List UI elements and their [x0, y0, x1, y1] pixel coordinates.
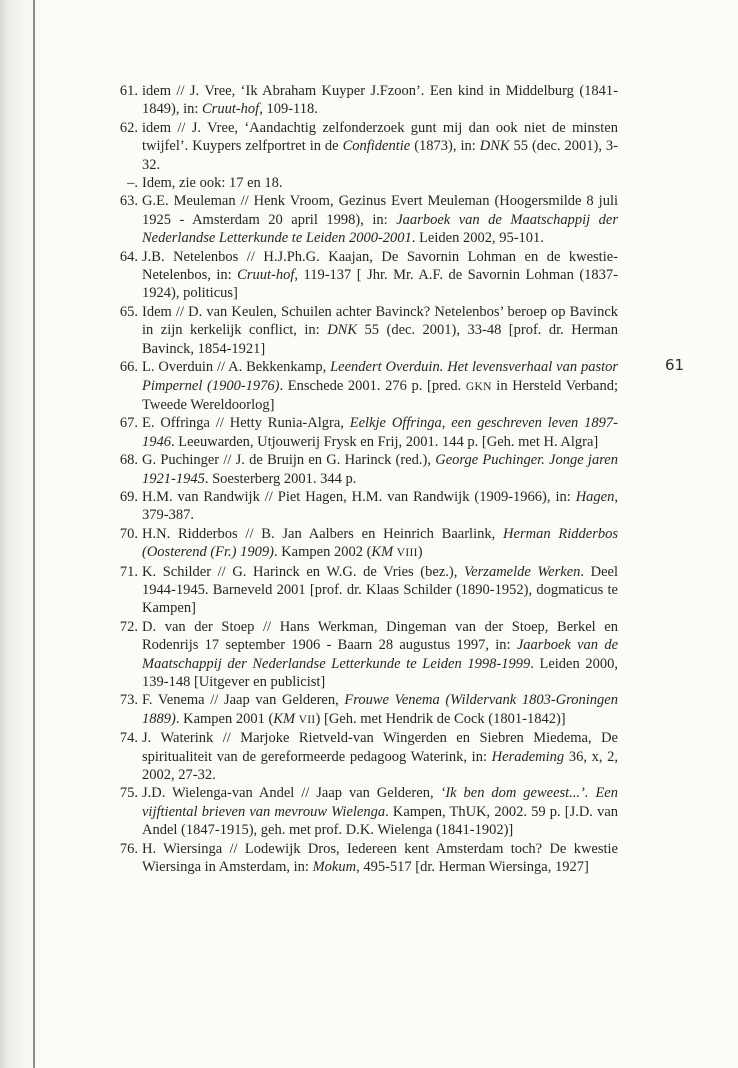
entry-text-segment: , 119-137 [ Jhr. Mr. A.F. de Savornin Lohman (1837-1924), politicus]	[142, 267, 618, 302]
entry-text-segment: VIII	[396, 547, 418, 560]
entry-text	[142, 729, 618, 784]
entry-text-segment: idem // J. Vree, ‘Ik Abraham Kuyper J.Fzoon’. Een kind in Middelburg (1841-1849), in:	[142, 83, 618, 118]
entry-text-segment: G. Puchinger // J. de Bruijn en G. Harinck (red.),	[142, 452, 436, 469]
entry-number: 75.	[119, 785, 138, 802]
entry-text-segment: K. Schilder // G. Harinck en W.G. de Vries (bez.),	[142, 563, 464, 580]
bibliography-entry	[112, 488, 618, 525]
entry-text-segment: 55 (dec. 2001), 3-32.	[142, 138, 618, 173]
bibliography-entry	[112, 119, 618, 174]
bibliography-entry	[112, 691, 618, 729]
entry-number: 61.	[119, 83, 138, 99]
entry-title-italic: ‘Ik ben dom geweest...’. Een vijftiental brieven van mevrouw Wielenga	[142, 785, 618, 820]
entry-number: 68.	[119, 452, 138, 469]
entry-text	[142, 691, 618, 729]
entry-text-segment: J.B. Netelenbos // H.J.Ph.G. Kaajan, De Savornin Lohman en de kwestie-Netelenbos, in:	[142, 248, 618, 284]
entry-text-segment: VII	[298, 713, 316, 726]
entry-number: –.	[127, 175, 138, 192]
entry-title-italic: Cruut-hof	[237, 267, 295, 284]
entry-title-italic: Confidentie	[342, 138, 411, 155]
page-number: 61	[665, 356, 685, 374]
bibliography-entry	[112, 618, 618, 692]
entry-text-segment: , 379-387.	[142, 488, 618, 524]
entry-text	[142, 451, 618, 488]
entry-text	[142, 174, 618, 192]
entry-number: 66.	[119, 359, 138, 376]
entry-text-segment: GKN	[465, 380, 492, 393]
entry-title-italic: Jaarboek van de Maatschappij der Nederlandse Letterkunde te Leiden 1998-1999	[142, 637, 618, 672]
entry-title-italic: KM	[273, 710, 296, 727]
entry-text	[142, 192, 618, 247]
bibliography-entry	[112, 784, 618, 839]
entry-text	[142, 784, 618, 839]
bibliography-entry	[112, 525, 618, 563]
entry-text-segment: )	[417, 544, 423, 561]
entry-text-segment: H.M. van Randwijk // Piet Hagen, H.M. van Randwijk (1909-1966), in:	[142, 488, 576, 505]
entry-number: 76.	[119, 840, 138, 857]
entry-number: 69.	[119, 488, 138, 505]
entry-title-italic: Jaarboek van de Maatschappij der Nederlandse Letterkunde te Leiden 2000-2001	[142, 211, 618, 247]
entry-title-italic: Frouwe Venema (Wildervank 1803-Groningen 1889)	[142, 692, 618, 727]
entry-number: 67.	[119, 415, 138, 432]
entry-text-segment: , 109-118.	[259, 101, 318, 118]
entry-text-segment: J.D. Wielenga-van Andel // Jaap van Gelderen,	[142, 785, 441, 802]
entry-text-segment: 36, x, 2, 2002, 27-32.	[142, 748, 619, 784]
entry-text-segment: (1873), in:	[410, 138, 480, 155]
entry-text	[142, 358, 618, 414]
bibliography-entry	[112, 192, 618, 247]
entry-text	[142, 840, 618, 877]
entry-text-segment: Idem, zie ook: 17 en 18.	[142, 175, 283, 192]
entry-text-segment: . Kampen 2002 (	[273, 544, 372, 561]
bibliography-list	[112, 82, 618, 876]
entry-text	[142, 82, 618, 119]
entry-text	[142, 488, 618, 525]
entry-text	[142, 563, 618, 618]
entry-text	[142, 618, 618, 692]
entry-number: 72.	[119, 618, 138, 635]
entry-text-segment: . Deel 1944-1945. Barneveld 2001 [prof. dr. Klaas Schilder (1890-1952), dogmaticus te Kampen]	[142, 563, 619, 617]
entry-text-segment: . Kampen, ThUK, 2002. 59 p. [J.D. van Andel (1847-1915), geh. met prof. D.K. Wielenga (1841-1902)]	[142, 803, 619, 839]
entry-title-italic: Cruut-hof	[202, 101, 260, 118]
bibliography-entry	[112, 174, 618, 192]
bibliography-entry	[112, 840, 618, 877]
entry-title-italic: DNK	[479, 138, 510, 155]
entry-text-segment: F. Venema // Jaap van Gelderen,	[142, 692, 345, 709]
entry-text	[142, 303, 618, 358]
entry-text-segment: . Enschede 2001. 276 p. [pred.	[279, 377, 466, 394]
entry-text-segment: E. Offringa // Hetty Runia-Algra,	[142, 415, 350, 432]
bibliography-entry	[112, 563, 618, 618]
bibliography-entry	[112, 82, 618, 119]
entry-text	[142, 414, 618, 451]
entry-number: 73.	[119, 692, 138, 709]
entry-title-italic: Herademing	[491, 748, 565, 765]
entry-title-italic: Mokum	[312, 859, 357, 876]
entry-number: 74.	[119, 730, 138, 747]
bibliography-entry	[112, 303, 618, 358]
entry-title-italic: Herman Ridderbos (Oosterend (Fr.) 1909)	[142, 525, 618, 561]
entry-title-italic: Hagen	[575, 488, 615, 505]
entry-title-italic: Leendert Overduin. Het levensverhaal van pastor Pimpernel (1900-1976)	[142, 359, 619, 394]
entry-number: 62.	[119, 119, 138, 136]
entry-text	[142, 119, 618, 174]
entry-text	[142, 248, 618, 303]
entry-text-segment: H. Wiersinga // Lodewijk Dros, Iedereen kent Amsterdam toch? De kwestie Wiersinga in Amsterdam, in:	[142, 840, 618, 876]
entry-text-segment: Idem // D. van Keulen, Schuilen achter Bavinck? Netelenbos’ beroep op Bavinck in zijn kerkelijk conflict, in:	[142, 303, 618, 339]
entry-text-segment: ) [Geh. met Hendrik de Cock (1801-1842)]	[315, 710, 566, 727]
entry-text-segment: . Leiden 2000, 139-148 [Uitgever en publicist]	[142, 655, 618, 690]
entry-text-segment: G.E. Meuleman // Henk Vroom, Gezinus Evert Meuleman (Hoogersmilde 8 juli 1925 - Amsterdam 20 april 1998), in:	[142, 193, 618, 228]
entry-text-segment: H.N. Ridderbos // B. Jan Aalbers en Heinrich Baarlink,	[142, 525, 504, 542]
bibliography-entry	[112, 729, 618, 784]
entry-number: 71.	[119, 563, 138, 580]
entry-text-segment: , 495-517 [dr. Herman Wiersinga, 1927]	[356, 859, 589, 876]
entry-text-segment: L. Overduin // A. Bekkenkamp,	[142, 359, 331, 376]
entry-text	[142, 525, 618, 563]
entry-title-italic: Verzamelde Werken	[463, 563, 581, 580]
entry-text-segment: 55 (dec. 2001), 33-48 [prof. dr. Herman Bavinck, 1854-1921]	[142, 322, 618, 357]
entry-title-italic: KM	[371, 544, 394, 561]
entry-number: 70.	[119, 525, 138, 542]
binding-edge	[33, 0, 35, 1068]
entry-title-italic: Eelkje Offringa, een geschreven leven 1897-1946	[142, 415, 618, 450]
entry-text-segment: in Hersteld Verband; Tweede Wereldoorlog]	[142, 377, 619, 413]
bibliography-entry	[112, 414, 618, 451]
bibliography-entry	[112, 248, 618, 303]
entry-text-segment: . Soesterberg 2001. 344 p.	[204, 470, 357, 487]
entry-text-segment: . Kampen 2001 (	[175, 710, 274, 727]
entry-number: 65.	[119, 303, 138, 320]
entry-title-italic: DNK	[327, 322, 358, 339]
entry-number: 63.	[119, 193, 138, 210]
entry-text-segment: . Leeuwarden, Utjouwerij Frysk en Frij, 2001. 144 p. [Geh. met H. Algra]	[171, 433, 599, 450]
bibliography-entry	[112, 358, 618, 414]
entry-title-italic: George Puchinger. Jonge jaren 1921-1945	[142, 452, 618, 487]
bibliography-entry	[112, 451, 618, 488]
entry-text-segment: D. van der Stoep // Hans Werkman, Dingeman van der Stoep, Berkel en Rodenrijs 17 september 1906 - Baarn 28 augustus 1997, in:	[142, 618, 618, 654]
entry-text-segment: . Leiden 2002, 95-101.	[411, 230, 544, 247]
entry-text-segment: idem // J. Vree, ‘Aandachtig zelfonderzoek gunt mij dan ook niet de minsten twijfel’. Kuypers zelfportret in de	[142, 119, 618, 155]
entry-text-segment: J. Waterink // Marjoke Rietveld-van Wingerden en Siebren Miedema, De spiritualiteit van de gereformeerde pedagoog Waterink, in:	[142, 730, 618, 765]
entry-number: 64.	[119, 248, 138, 265]
